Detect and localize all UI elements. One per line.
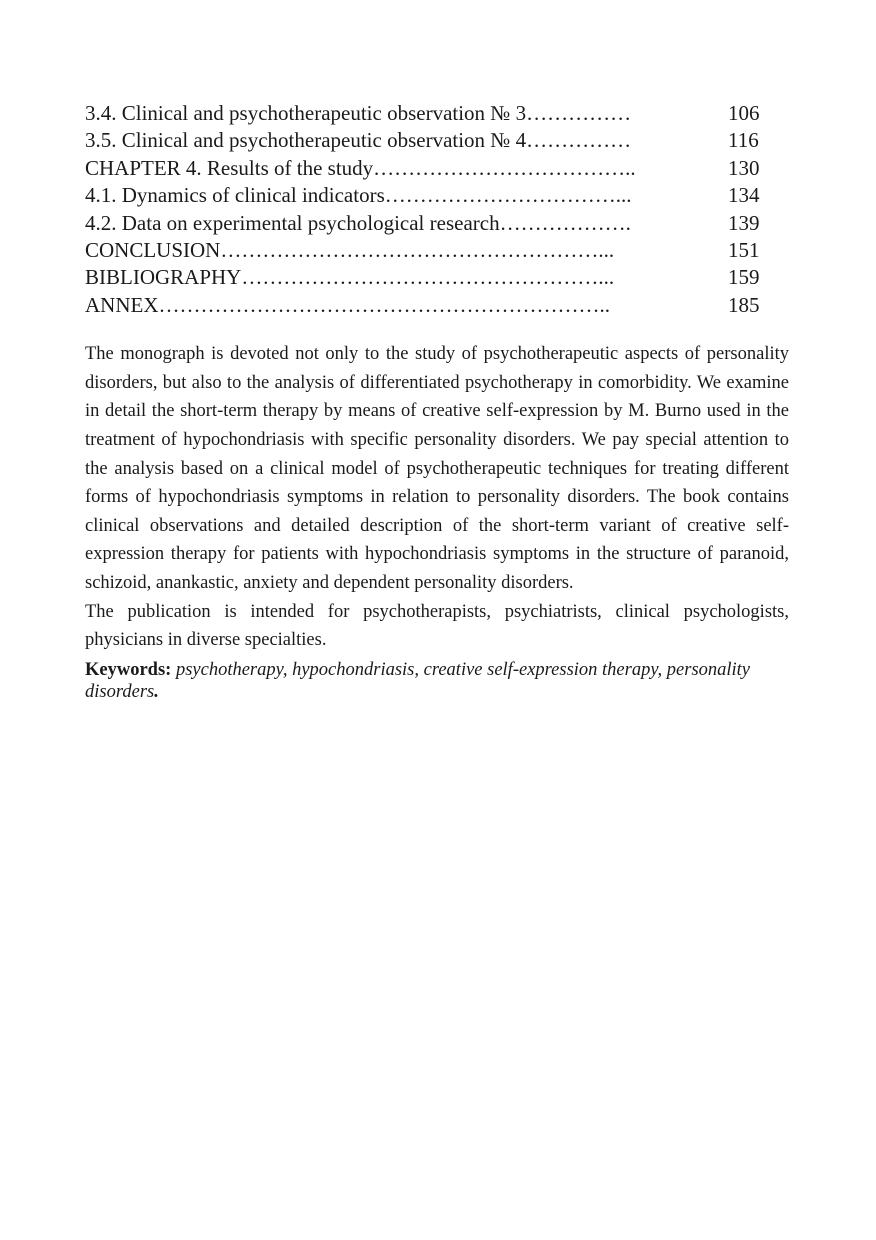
toc-entry — [85, 100, 764, 127]
keywords-terminal: . — [154, 681, 159, 702]
toc-entry-page: 116 — [728, 128, 759, 153]
abstract-paragraph: The publication is intended for psychotherapists, psychiatrists, clinical psychologists, physicians in diverse specialties. — [85, 601, 789, 651]
keywords — [85, 659, 789, 703]
toc-entry-page: 185 — [728, 292, 760, 317]
toc-entry-page: 130 — [728, 155, 760, 180]
toc-entry — [85, 237, 764, 264]
toc-entry-title: 4.1. Dynamics of clinical indicators……………………………... — [85, 183, 632, 208]
toc-entry-page: 139 — [728, 210, 760, 235]
toc-entry — [85, 292, 764, 319]
abstract-paragraph: The monograph is devoted not only to the study of psychotherapeutic aspects of personality disorders, but also to the analysis of differentiated psychotherapy in comorbidity. We examine in detail the short-term therapy by means of creative self-expression by M. Burno used in the treatment of hypochondriasis with specific personality disorders. We pay special attention to the analysis based on a clinical model of psychotherapeutic techniques for treating different forms of hypochondriasis symptoms in relation to personality disorders. The book contains clinical observations and detailed description of the short-term variant of creative self-expression therapy for patients with hypochondriasis symptoms in the structure of paranoid, schizoid, anankastic, anxiety and dependent personality disorders. — [85, 344, 789, 593]
keywords-label: Keywords: — [85, 659, 172, 680]
table-of-contents — [85, 100, 764, 319]
toc-entry-title: CONCLUSION………………………………………………... — [85, 238, 615, 263]
toc-entry-page: 106 — [728, 101, 760, 125]
keywords-text: psychotherapy, hypochondriasis, creative self-expression therapy, personality disorders — [85, 659, 751, 702]
toc-entry — [85, 182, 764, 209]
toc-entry-title: 4.2. Data on experimental psychological research………………. — [85, 210, 631, 235]
toc-entry — [85, 155, 764, 182]
toc-entry-title: BIBLIOGRAPHY……………………………………………... — [85, 265, 615, 290]
toc-entry-page: 134 — [728, 183, 760, 208]
document-page — [85, 100, 789, 703]
toc-entry-title: 3.4. Clinical and psychotherapeutic observation № 3…………… — [85, 101, 632, 125]
abstract — [85, 340, 789, 655]
toc-entry-title: CHAPTER 4. Results of the study……………………………….. — [85, 155, 636, 180]
toc-entry-title: ANNEX……………………………………………………….. — [85, 292, 610, 317]
toc-entry — [85, 210, 764, 237]
toc-entry-title: 3.5. Clinical and psychotherapeutic observation № 4…………… — [85, 128, 632, 153]
toc-entry-page: 159 — [728, 265, 760, 290]
toc-entry — [85, 264, 764, 291]
toc-entry-page: 151 — [728, 238, 760, 263]
toc-entry — [85, 127, 764, 154]
